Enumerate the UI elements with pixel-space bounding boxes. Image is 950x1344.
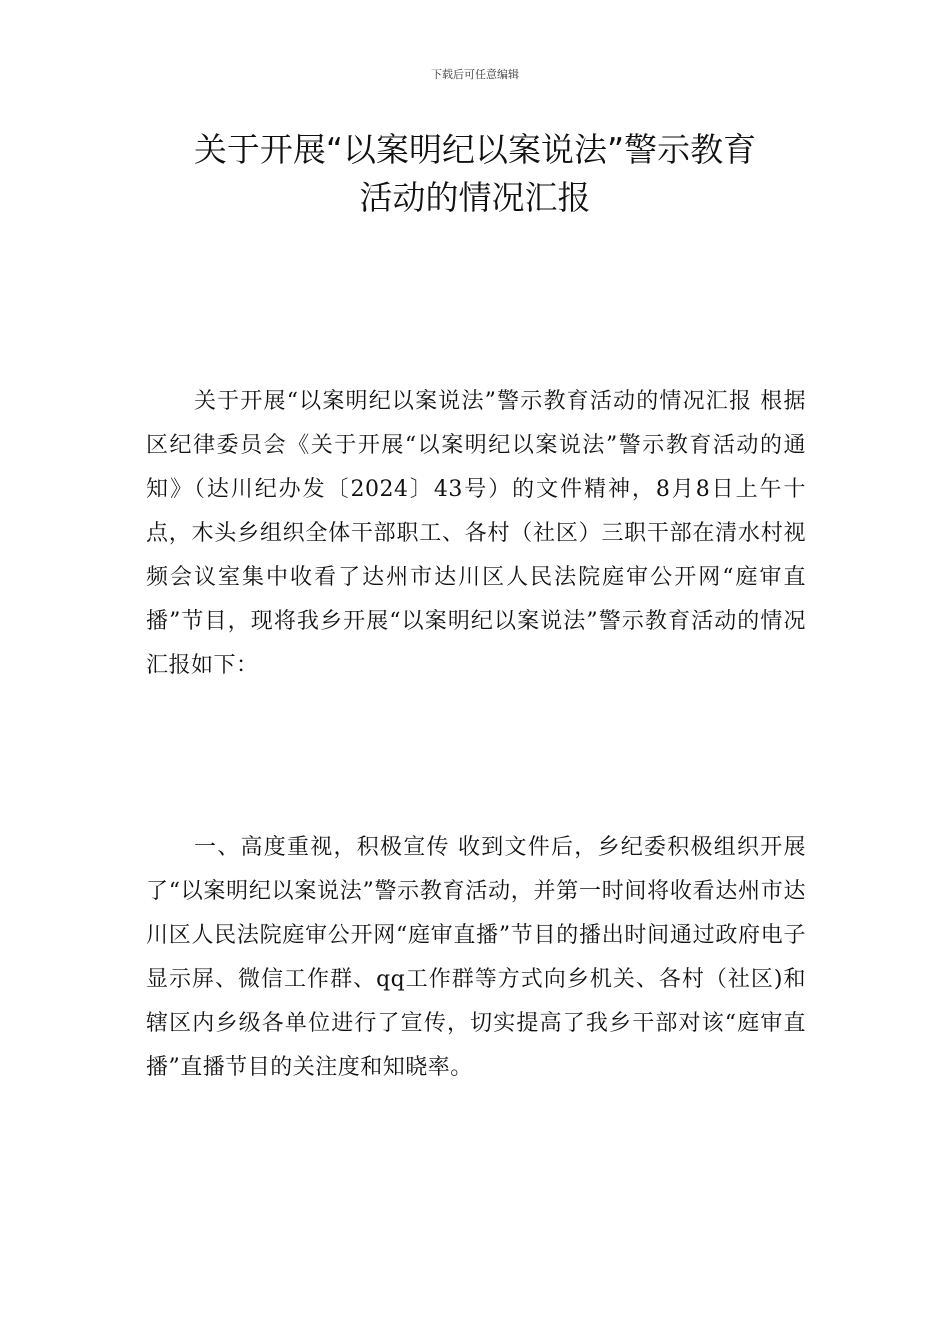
paragraph-text: 一、高度重视，积极宣传 收到文件后，乡纪委积极组织开展了“以案明纪以案说法”警示教育活动，并第一时间将收看达州市达川区人民法院庭审公开网“庭审直播”节目的播出时间通过政府电子显示屏、微信工作群、qq工作群等方式向乡机关、各村（社区)和辖区内乡级各单位进行了宣传，切实提高了我乡干部对该“庭审直播”直播节目的关注度和知晓率。 xyxy=(146,835,806,1080)
body-paragraph-2 xyxy=(146,826,806,1090)
document-title xyxy=(140,126,810,222)
body-paragraph-1 xyxy=(146,380,806,688)
title-line-1: 关于开展“以案明纪以案说法”警示教育 xyxy=(193,130,757,169)
paragraph-text: 关于开展“以案明纪以案说法”警示教育活动的情况汇报 根据区纪律委员会《关于开展“以案明纪以案说法”警示教育活动的通知》（达川纪办发〔2024〕43号）的文件精神，8月8日上午十点，木头乡组织全体干部职工、各村（社区）三职干部在清水村视频会议室集中收看了达州市达川区人民法院庭审公开网“庭审直播”节目，现将我乡开展“以案明纪以案说法”警示教育活动的情况汇报如下： xyxy=(146,389,806,678)
title-line-2: 活动的情况汇报 xyxy=(359,178,591,217)
header-note: 下载后可任意编辑 xyxy=(431,68,519,81)
